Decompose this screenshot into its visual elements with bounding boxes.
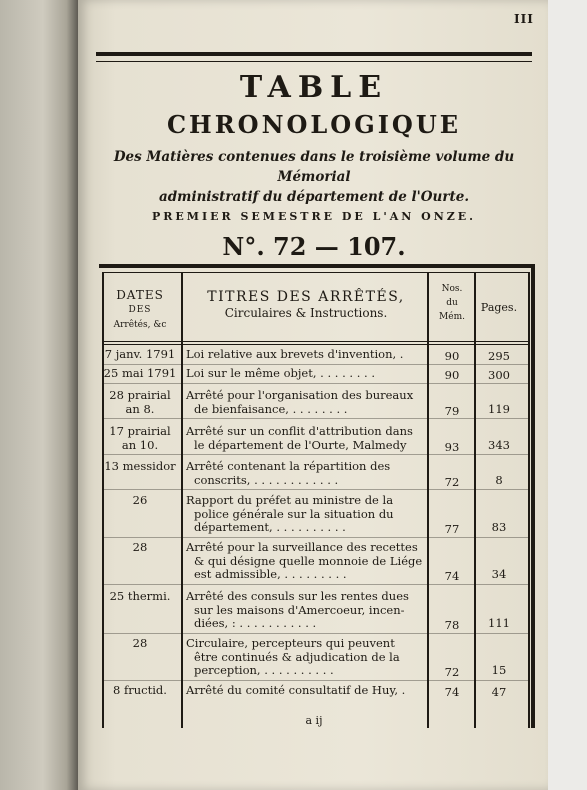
row-mem-number: 72 — [444, 474, 460, 489]
row-date-line: 28 — [132, 540, 148, 554]
row-mem-number: 93 — [444, 439, 460, 454]
row-title-line: Arrêté pour l'organisation des bureaux — [186, 388, 414, 402]
row-title-line: Rapport du préfet au ministre de la — [186, 493, 394, 507]
subtitle — [96, 147, 532, 207]
row-title-line: conscrits, . . . . . . . . . . . . — [194, 472, 339, 487]
row-title-line: diées, : . . . . . . . . . . . — [194, 616, 317, 630]
row-title-line: perception, . . . . . . . . . . — [194, 663, 334, 677]
row-title-line: département, . . . . . . . . . . — [194, 520, 346, 534]
header-dates — [102, 288, 178, 333]
title-chronologique: CHRONOLOGIQUE — [166, 110, 462, 139]
title-table: TABLE — [239, 70, 389, 105]
row-date — [102, 590, 178, 604]
header-dates-1: DATES — [116, 288, 164, 302]
row-date-line: 25 mai 1791 — [103, 366, 177, 380]
row-date — [102, 348, 178, 362]
row-date — [102, 684, 178, 698]
row-date — [102, 637, 178, 651]
header-divider-2 — [102, 344, 530, 345]
row-mem-number: 74 — [444, 569, 460, 583]
row-page-number: 34 — [491, 567, 507, 581]
row-divider — [102, 418, 530, 419]
row-title-line: Circulaire, percepteurs qui peuvent — [186, 636, 395, 650]
row-date — [102, 460, 178, 474]
row-mem-number: 90 — [444, 349, 460, 363]
header-titles-1: TITRES DES ARRÊTÉS, — [207, 289, 405, 305]
header-dates-3: Arrêtés, &c — [113, 320, 167, 330]
row-mem-number: 78 — [444, 618, 460, 632]
header-dates-2: DES — [128, 305, 152, 315]
row-date-line: 8 fructid. — [113, 683, 167, 697]
header-mem — [430, 282, 474, 324]
row-date-line: 7 janv. 1791 — [104, 347, 176, 361]
row-mem-number: 72 — [444, 665, 460, 679]
page-number: III — [514, 12, 534, 26]
semester-line: PREMIER SEMESTRE DE L'AN ONZE. — [151, 210, 476, 223]
row-divider — [102, 537, 530, 538]
row-date-line: 28 prairial — [109, 388, 171, 402]
row-mem-number: 90 — [444, 368, 460, 382]
row-mem-number: 79 — [444, 403, 460, 418]
row-title-line: police générale sur la situation du — [194, 506, 394, 521]
row-title-line: être continués & adjudication de la — [194, 649, 400, 664]
row-divider — [102, 383, 530, 384]
row-mem-number: 74 — [444, 685, 460, 699]
header-rule-thick — [96, 52, 532, 56]
row-date-line: 17 prairial — [109, 424, 171, 438]
row-date-line: an 8. — [125, 401, 155, 416]
row-mem-number: 77 — [444, 522, 460, 536]
row-title-line: Arrêté du comité consultatif de Huy, . — [186, 683, 406, 697]
row-title — [186, 389, 426, 416]
row-title-line: est admissible, . . . . . . . . . — [194, 567, 347, 581]
table-top-rule — [102, 272, 530, 273]
row-date-line: an 10. — [121, 437, 159, 452]
row-page-number: 295 — [488, 349, 510, 363]
row-title — [186, 494, 426, 535]
row-title-line: Arrêté contenant la répartition des — [186, 459, 391, 473]
row-title-line: & qui désigne quelle monnoie de Liége — [194, 553, 423, 568]
header-mem-2: du — [446, 298, 458, 308]
number-range: N°. 72 — 107. — [222, 232, 406, 261]
row-date — [102, 367, 178, 381]
header-mem-3: Mém. — [439, 312, 465, 322]
row-page-number: 83 — [491, 520, 507, 534]
header-rule-thin — [96, 61, 532, 62]
row-date — [102, 389, 178, 416]
header-titles-2: Circulaires & Instructions. — [224, 306, 388, 320]
row-title-line: Arrêté sur un conflit d'attribution dans — [186, 424, 413, 438]
row-date-line: 28 — [132, 636, 148, 650]
header-mem-1: Nos. — [441, 284, 463, 294]
row-date — [102, 541, 178, 555]
row-title — [186, 425, 426, 452]
row-divider — [102, 633, 530, 634]
row-title-line: Loi sur le même objet, . . . . . . . . — [186, 366, 375, 380]
row-title-line: Arrêté des consuls sur les rentes dues — [186, 589, 409, 603]
row-title-line: Arrêté pour la surveillance des recettes — [186, 540, 418, 554]
row-title — [186, 590, 426, 631]
row-title — [186, 367, 426, 381]
row-date — [102, 494, 178, 508]
row-divider — [102, 364, 530, 365]
adjacent-left-page — [0, 0, 78, 790]
row-title — [186, 348, 426, 362]
row-title — [186, 684, 426, 698]
row-divider — [102, 489, 530, 490]
row-date-line: 13 messidor — [104, 459, 176, 473]
row-divider — [102, 584, 530, 585]
row-title — [186, 541, 426, 582]
row-title-line: Loi relative aux brevets d'invention, . — [186, 347, 404, 361]
row-page-number: 8 — [495, 472, 503, 487]
header-titles — [186, 288, 426, 321]
row-divider — [102, 454, 530, 455]
row-page-number: 300 — [488, 368, 510, 382]
header-pages: Pages. — [480, 301, 518, 314]
row-title-line: de bienfaisance, . . . . . . . . — [194, 401, 348, 416]
row-title — [186, 637, 426, 678]
subtitle-line-1: Des Matières contenues dans le troisième volume du Mémorial — [113, 149, 515, 185]
row-page-number: 343 — [488, 437, 510, 452]
row-title-line: sur les maisons d'Amercoeur, incen- — [194, 602, 405, 617]
row-date — [102, 425, 178, 452]
row-page-number: 111 — [488, 616, 510, 630]
row-title-line: le département de l'Ourte, Malmedy — [194, 437, 407, 452]
signature-mark: a ij — [305, 714, 323, 727]
row-title — [186, 460, 426, 487]
header-divider — [102, 341, 530, 342]
row-page-number: 47 — [491, 685, 507, 699]
subtitle-line-2: administratif du département de l'Ourte. — [158, 189, 470, 205]
row-page-number: 119 — [488, 401, 510, 416]
row-date-line: 25 thermi. — [109, 589, 171, 603]
background — [548, 0, 587, 790]
row-divider — [102, 680, 530, 681]
row-page-number: 15 — [491, 663, 507, 677]
row-date-line: 26 — [132, 493, 148, 507]
